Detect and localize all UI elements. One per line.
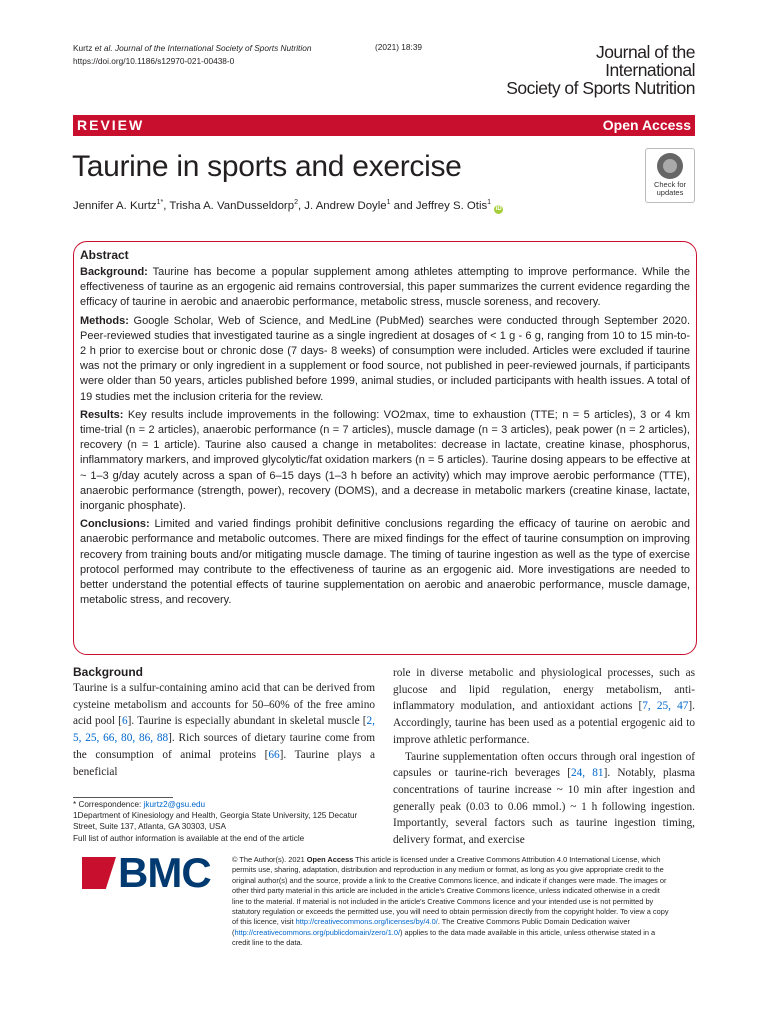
body-text: ]. Taurine plays a beneficial <box>73 748 375 778</box>
right-column <box>393 665 695 849</box>
license-url-link[interactable]: http://creativecommons.org/licenses/by/4.0/ <box>295 917 438 927</box>
abstract-background <box>80 265 690 311</box>
license-open-access: Open Access <box>306 855 354 864</box>
journal-line-1: Journal of the International <box>595 42 695 80</box>
body-paragraph <box>73 680 375 780</box>
abstract-results <box>80 408 690 514</box>
citation-link[interactable]: 24, 81 <box>570 767 604 780</box>
body-text: ]. Accordingly, taurine has been used as a potential ergogenic aid to improve athletic performance. <box>393 700 695 746</box>
journal-line-2: Society of Sports Nutrition <box>506 78 695 98</box>
footnote <box>73 799 373 844</box>
background-label: Background: <box>80 266 148 278</box>
citation-link[interactable]: 2, 5, 25, 66, 80, 86, 88 <box>73 715 376 745</box>
conclusions-text: Limited and varied findings prohibit definitive conclusions regarding the efficacy of taurine on aerobic and anaerobic performance and metabolic outcomes. There are mixed findings for the effect of taurine consumption on improving recovery from training bouts and/or mitigating muscle damage. The timing of taurine ingestion as well as the type of exercise protocol performed may contribute to the effectiveness of taurine as an ergogenic aid. More investigations are needed to better understand the potential effects of taurine supplementation on aerobic and anaerobic performance, muscle damage, metabolic stress, and recovery. <box>80 518 690 607</box>
body-text: Taurine supplementation often occurs through oral ingestion of capsules or taurine-rich beverages [ <box>393 750 695 780</box>
body-text: ]. Taurine is especially abundant in skeletal muscle [ <box>127 715 367 728</box>
orcid-icon[interactable]: iD <box>495 205 502 212</box>
methods-text: Google Scholar, Web of Science, and MedLine (PubMed) searches were conducted through September 2020. Peer-reviewed studies that investigated taurine as a single ingredient at dosages of < 1 g - 6 g, ranging from 10 to 15 min-to-2 h prior to exercise bout or chronic dose (7 days- 8 weeks) of consumption were included. Articles were excluded if taurine was not the primary or only ingredient in a supplement or food source, not published in peer-reviewed journals, if participants were older than 50 years, articles published before 1999, animal studies, or included participants with health issues. A total of 19 studies met the inclusion criteria for the review. <box>80 314 690 403</box>
journal-name <box>505 43 695 97</box>
affiliation: 1Department of Kinesiology and Health, Georgia State University, 125 Decatur Street, Suite 137, Atlanta, GA 30303, USA <box>73 811 358 832</box>
abstract-box <box>73 241 697 655</box>
author-info-note: Full list of author information is available at the end of the article <box>73 833 305 843</box>
abstract-heading: Abstract <box>80 248 129 262</box>
author-list <box>73 199 503 214</box>
correspondence-label: * Correspondence: <box>73 800 144 809</box>
abstract-methods <box>80 314 690 405</box>
left-column <box>73 665 375 780</box>
author-affil: 2 <box>294 199 298 206</box>
citation-link[interactable]: 66 <box>268 748 280 761</box>
doi-link[interactable]: https://doi.org/10.1186/s12970-021-00438-0 <box>73 56 235 66</box>
results-text: Key results include improvements in the following: VO2max, time to exhaustion (TTE; n = 5 articles), 3 or 4 km time-trial (n = 2 articles), anaerobic performance (n = 7 articles), muscle damage (n = 3 articles), peak power (n = 2 articles), recovery (n = 1 article). Taurine also caused a change in metabolites: decrease in lactate, creatine kinase, phosphorus, inflammatory markers, and improved glycolytic/fat oxidation markers (n = 5 articles). Taurine dosing appears to be effective at ~ 1–3 g/day acutely across a span of 6–15 days (1–3 h before an activity) which may improve aerobic performance (TTE), anaerobic performance (strength, power), recovery (DOMS), and a decrease in metabolic markers (creatine kinase, lactate, inorganic phosphate). <box>80 408 690 513</box>
article-type-label: REVIEW <box>77 117 145 133</box>
bmc-logo <box>82 849 217 899</box>
header-year-volume: (2021) 18:39 <box>375 42 423 52</box>
body-text: role in diverse metabolic and physiological processes, such as glucose and lipid regulation, energy metabolism, anti-inflammatory modulation, and antioxidant actions [ <box>393 667 695 713</box>
section-heading: Background <box>73 665 144 679</box>
check-updates-line-1: Check for <box>653 180 687 189</box>
license-lead: © The Author(s). 2021 <box>232 855 307 864</box>
running-header <box>73 42 311 68</box>
body-text: Taurine is a sulfur-containing amino acid that can be derived from cysteine metabolism and accounts for 50–60% of the free amino acid pool [ <box>73 682 375 728</box>
author-name[interactable]: and Jeffrey S. Otis <box>390 199 488 212</box>
body-paragraph <box>393 749 695 849</box>
author-affil: 1 <box>487 199 492 206</box>
conclusions-label: Conclusions: <box>80 518 150 531</box>
header-authors: Kurtz <box>73 43 95 53</box>
citation-link[interactable]: 6 <box>121 715 128 728</box>
abstract-conclusions <box>80 517 690 608</box>
article-title: Taurine in sports and exercise <box>72 150 462 183</box>
background-text: Taurine has become a popular supplement among athletes attempting to improve performance. While the effectiveness of taurine as an ergogenic aid remains controversial, this paper summarizes the current evidence regarding the efficacy of taurine in aerobic and anaerobic performance, metabolic stress, muscle soreness, and recovery. <box>80 266 690 309</box>
body-text: ]. Notably, plasma concentrations of taurine increase ~ 10 min after ingestion and generally peak (0.03 to 0.06 mmol.) ~ 1 h following ingestion. Importantly, several factors such as taurine ingestion timing, delivery format, and exercise <box>393 767 695 847</box>
bmc-logo-mark <box>82 857 116 889</box>
author-name[interactable]: , Trisha A. VanDusseldorp <box>163 199 295 212</box>
license-body: This article is licensed under a Creative Commons Attribution 4.0 International License, which permits use, sharing, adaptation, distribution and reproduction in any medium or format, as long as you give appropriate credit to the original author(s) and the source, provide a link to the Creative Commons licence, and indicate if changes were made. The images or other third party material in this article are included in the article's Creative Commons licence, unless indicated otherwise in a credit line to the material. If material is not included in the article's Creative Commons licence and your intended use is not permitted by statutory regulation or exceeds the permitted use, you will need to obtain permission directly from the copyright holder. To view a copy of this licence, visit <box>232 855 669 927</box>
body-paragraph <box>393 665 695 749</box>
license-text <box>232 855 670 949</box>
results-label: Results: <box>80 408 124 421</box>
correspondence-email[interactable]: jkurtz2@gsu.edu <box>143 800 206 809</box>
header-journal: et al. Journal of the International Society of Sports Nutrition <box>94 43 312 53</box>
body-text: ]. Rich sources of dietary taurine come from the consumption of animal proteins [ <box>73 732 376 761</box>
check-for-updates-badge[interactable] <box>645 148 695 203</box>
author-affil: 1* <box>156 199 164 206</box>
check-updates-line-2: updates <box>656 188 684 197</box>
article-type-bar <box>73 115 695 136</box>
waiver-url-link[interactable]: http://creativecommons.org/publicdomain/zero/1.0/ <box>234 927 401 937</box>
bmc-logo-text: BMC <box>118 849 211 896</box>
author-name[interactable]: , J. Andrew Doyle <box>297 199 387 212</box>
license-body: ) applies to the data made available in this article, unless otherwise stated in a credit line to the data. <box>232 927 656 948</box>
citation-link[interactable]: 7, 25, 47 <box>642 700 689 713</box>
open-access-label: Open Access <box>602 117 691 133</box>
check-updates-icon <box>657 153 683 179</box>
author-name[interactable]: Jennifer A. Kurtz <box>73 199 157 212</box>
license-body: . The Creative Commons Public Domain Dedication waiver ( <box>232 917 630 937</box>
author-affil: 1 <box>386 199 391 206</box>
methods-label: Methods: <box>80 314 129 327</box>
footnote-rule <box>73 797 173 798</box>
